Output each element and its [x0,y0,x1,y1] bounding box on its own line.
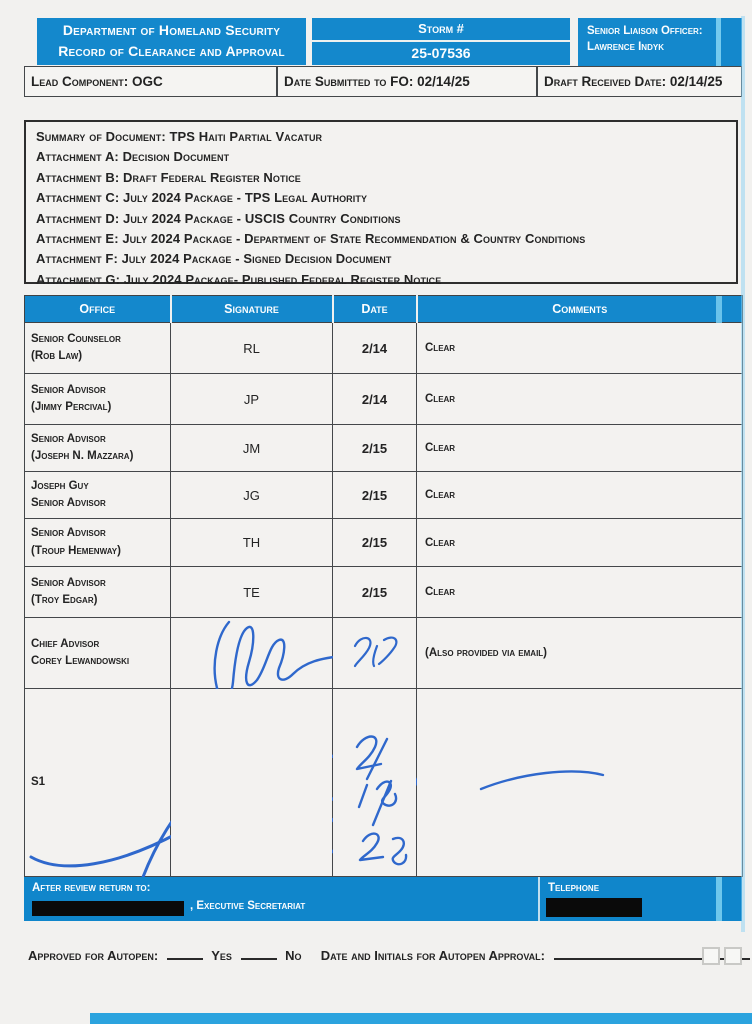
table-row [25,519,743,567]
clearance-date: 2/15 [333,425,417,472]
table-row [25,425,743,472]
liaison-officer-box [578,18,742,68]
comment-text: Clear [417,472,743,519]
comment-text: Clear [417,425,743,472]
clearance-date: 2/15 [333,567,417,618]
s1-comment-stroke [417,689,737,875]
comment-text: Clear [417,323,743,374]
signature-initials: TH [171,519,333,567]
signature-initials: JM [171,425,333,472]
col-header-date: Date [333,296,417,323]
office-name: Senior Advisor [31,527,106,540]
clearance-date: 2/14 [333,323,417,374]
office-person: Corey Lewandowski [31,655,130,667]
approval-blank-line [554,946,750,960]
lead-component-text: Lead Component: OGC [31,74,163,89]
office-name: Senior Counselor [31,332,121,345]
clearance-date: 2/15 [333,519,417,567]
office-name: Senior Advisor [31,432,106,445]
executive-secretariat-text: , Executive Secretariat [190,900,306,912]
no-blank-line [241,946,277,960]
office-person: Joseph Guy [31,479,89,492]
office-name: Senior Advisor [31,383,106,396]
comment-text: Clear [417,519,743,567]
autopen-checkbox-2[interactable] [724,947,742,965]
attachment-line: Attachment B: Draft Federal Register Notice [36,169,301,185]
signature-initials: RL [171,323,333,374]
autopen-yes-label: Yes [211,948,232,963]
office-person: (Rob Law) [31,350,83,362]
lead-component-cell [24,66,277,97]
autopen-no-label: No [285,948,302,963]
autopen-checkbox-1[interactable] [702,947,720,965]
clearance-date: 2/15 [333,472,417,519]
office-name: Chief Advisor [31,637,100,650]
attachment-line: Attachment G: July 2024 Package- Published Federal Register Notice [36,271,442,287]
scan-streak [716,877,722,921]
after-review-label: After review return to: [32,882,151,894]
s1-handwritten-date [327,689,413,875]
summary-box [24,120,738,287]
autopen-date-initials-label: Date and Initials for Autopen Approval: [320,948,546,963]
agency-header-box [37,18,306,65]
agency-title-line1: Department of Homeland Security [62,22,281,38]
col-header-comments: Comments [417,296,743,323]
table-row [25,323,743,374]
table-row [25,374,743,425]
col-header-signature: Signature [171,296,333,323]
bottom-scan-strip [90,1013,752,1024]
table-row [25,689,743,877]
attachment-line: Attachment C: July 2024 Package - TPS Legal Authority [36,190,368,206]
attachment-line: Attachment A: Decision Document [36,149,230,165]
draft-received-cell [537,66,742,97]
liaison-label: Senior Liaison Officer: [587,25,703,37]
footer-divider [538,877,540,921]
storm-number-box [312,18,570,65]
storm-label: Storm # [312,18,570,42]
signature-initials: JG [171,472,333,519]
table-row [25,618,743,689]
draft-received-text: Draft Received Date: 02/14/25 [544,74,723,89]
page-edge-scan-streak [741,16,745,932]
office-person: (Joseph N. Mazzara) [31,450,134,462]
summary-title: Summary of Document: TPS Haiti Partial Vacatur [36,129,323,144]
table-row [25,472,743,519]
table-row [25,567,743,618]
redacted-phone-box [546,898,642,917]
attachment-line: Attachment D: July 2024 Package - USCIS Country Conditions [36,210,401,226]
signature-initials: TE [171,567,333,618]
attachment-line: Attachment F: July 2024 Package - Signed Decision Document [36,251,392,267]
storm-number: 25-07536 [411,45,471,61]
liaison-name: Lawrence Indyk [587,41,664,53]
date-submitted-cell [277,66,537,97]
autopen-line [28,946,728,963]
after-review-footer-bar [24,877,742,921]
clearance-table [24,295,743,877]
clearance-date: 2/14 [333,374,417,425]
scan-streak [716,18,721,68]
scan-streak [716,296,722,323]
comment-text: (Also provided via email) [417,618,743,689]
signature-initials: JP [171,374,333,425]
telephone-label: Telephone [548,882,600,894]
office-name: Senior Advisor [31,497,106,509]
office-name: Senior Advisor [31,576,106,589]
redacted-name-box [32,901,184,916]
comment-text: Clear [417,374,743,425]
col-header-office: Office [25,296,171,323]
office-person: (Jimmy Percival) [31,401,112,413]
yes-blank-line [167,946,203,960]
agency-title-line2: Record of Clearance and Approval [58,43,285,59]
office-name: S1 [31,775,46,788]
autopen-approved-label: Approved for Autopen: [28,948,159,963]
date-submitted-text: Date Submitted to FO: 02/14/25 [284,74,470,89]
office-person: (Troup Hemenway) [31,544,121,557]
attachment-line: Attachment E: July 2024 Package - Department of State Recommendation & Country Conditions [36,231,586,247]
lewandowski-handwritten-date [341,630,411,680]
comment-text: Clear [417,567,743,618]
table-header-row [25,296,743,323]
office-person: (Troy Edgar) [31,594,98,606]
clearance-table-section [24,295,742,921]
